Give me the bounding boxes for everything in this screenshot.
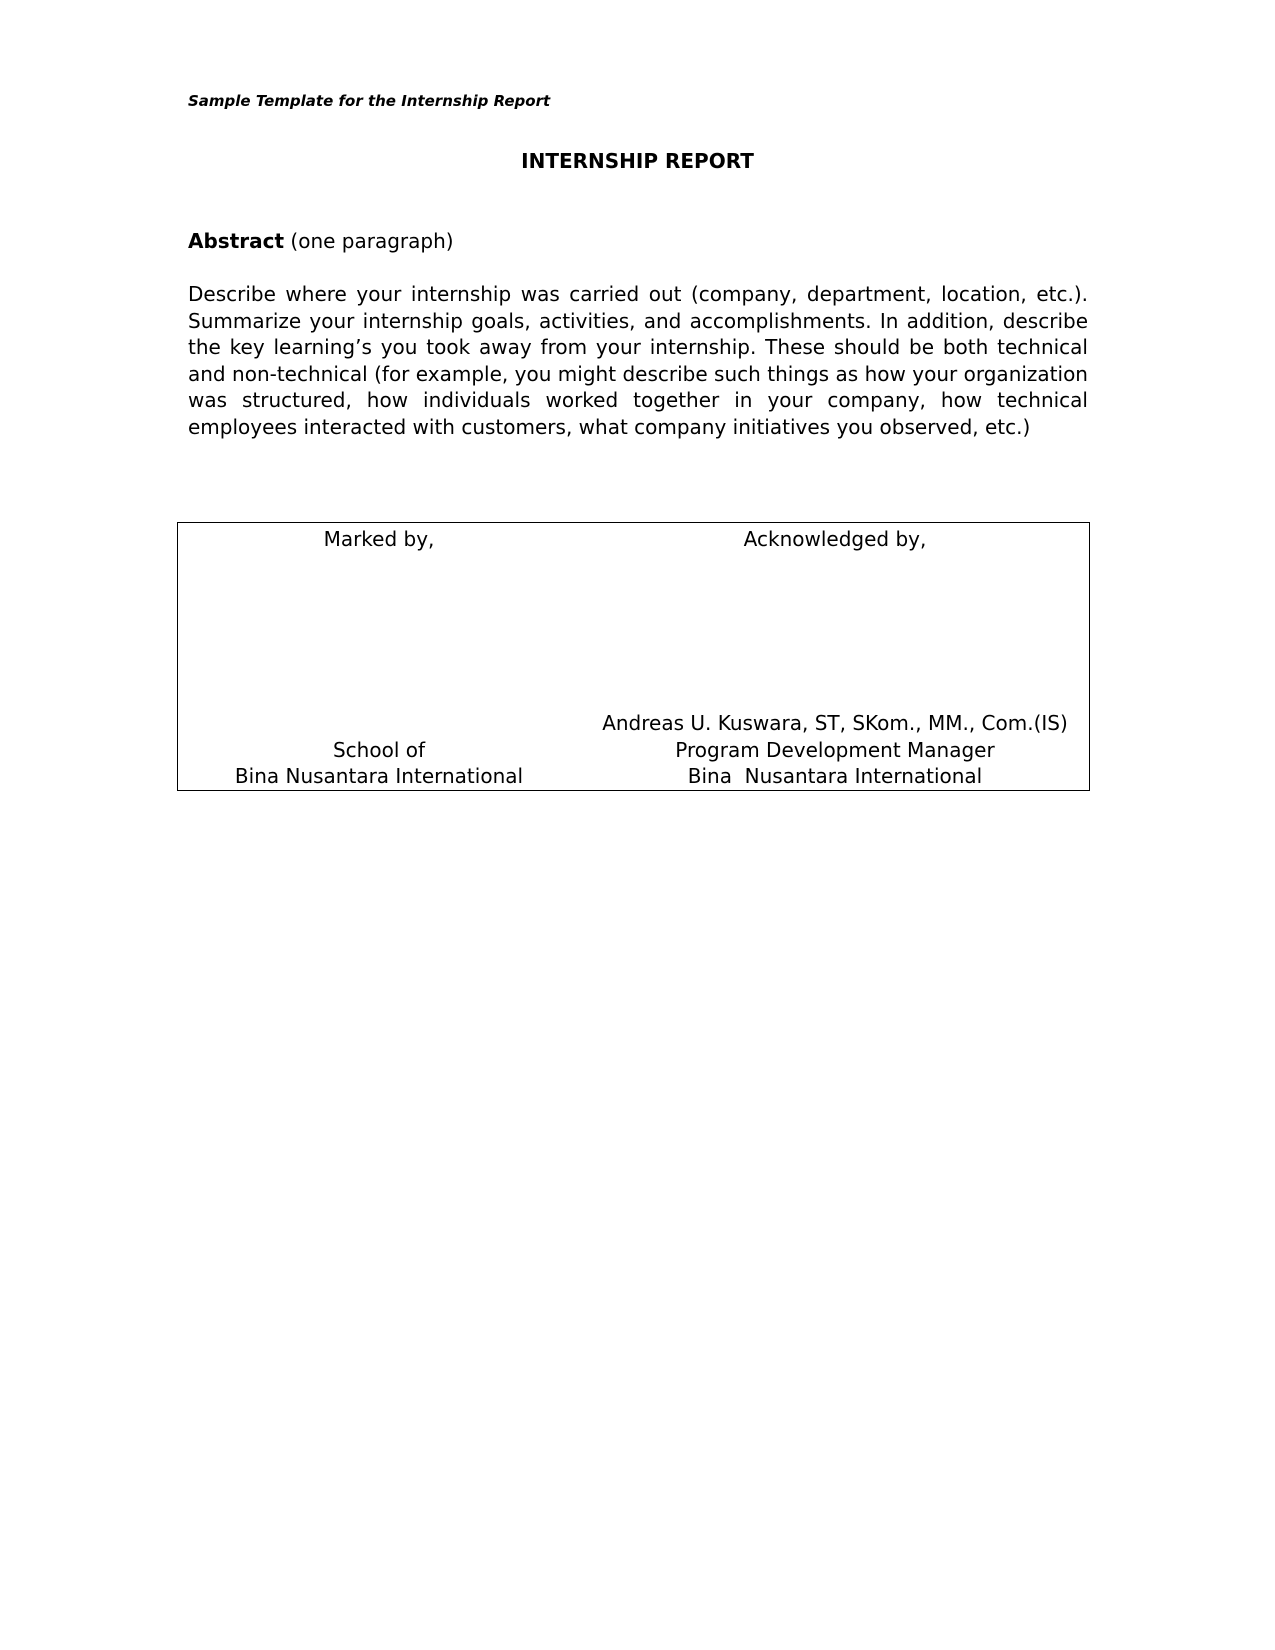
abstract-paragraph: Describe where your internship was carried out (company, department, location, etc.). Summarize your internship goals, activities, and accomplishments. In addition, describe the key learning’s you took away from your internship. These should be both technical and non-technical (for example, you might describe such things as how your organization was structured, how individuals worked together in your company, how technical employees interacted with customers, what company initiatives you observed, etc.) [188, 282, 1088, 439]
acknowledged-by-organization: Bina Nusantara International [687, 764, 983, 789]
acknowledged-by-name: Andreas U. Kuswara, ST, SKom., MM., Com.(IS) [602, 711, 1068, 736]
abstract-heading [188, 229, 454, 253]
abstract-heading-label: Abstract [188, 229, 285, 253]
marked-by-label: Marked by, [323, 527, 435, 551]
signature-column-marked-by [178, 523, 580, 790]
marked-by-line1: School of [332, 737, 426, 762]
abstract-heading-note: (one paragraph) [284, 229, 454, 253]
marked-by-details [178, 737, 580, 790]
marked-by-line2: Bina Nusantara International [234, 764, 524, 789]
acknowledged-by-details [580, 710, 1090, 790]
header-note: Sample Template for the Internship Report [188, 92, 551, 110]
document-title: INTERNSHIP REPORT [521, 149, 754, 173]
acknowledged-by-label: Acknowledged by, [743, 527, 927, 551]
acknowledged-by-position: Program Development Manager [675, 737, 995, 762]
signature-column-acknowledged-by [580, 523, 1090, 790]
signature-table [177, 522, 1090, 791]
